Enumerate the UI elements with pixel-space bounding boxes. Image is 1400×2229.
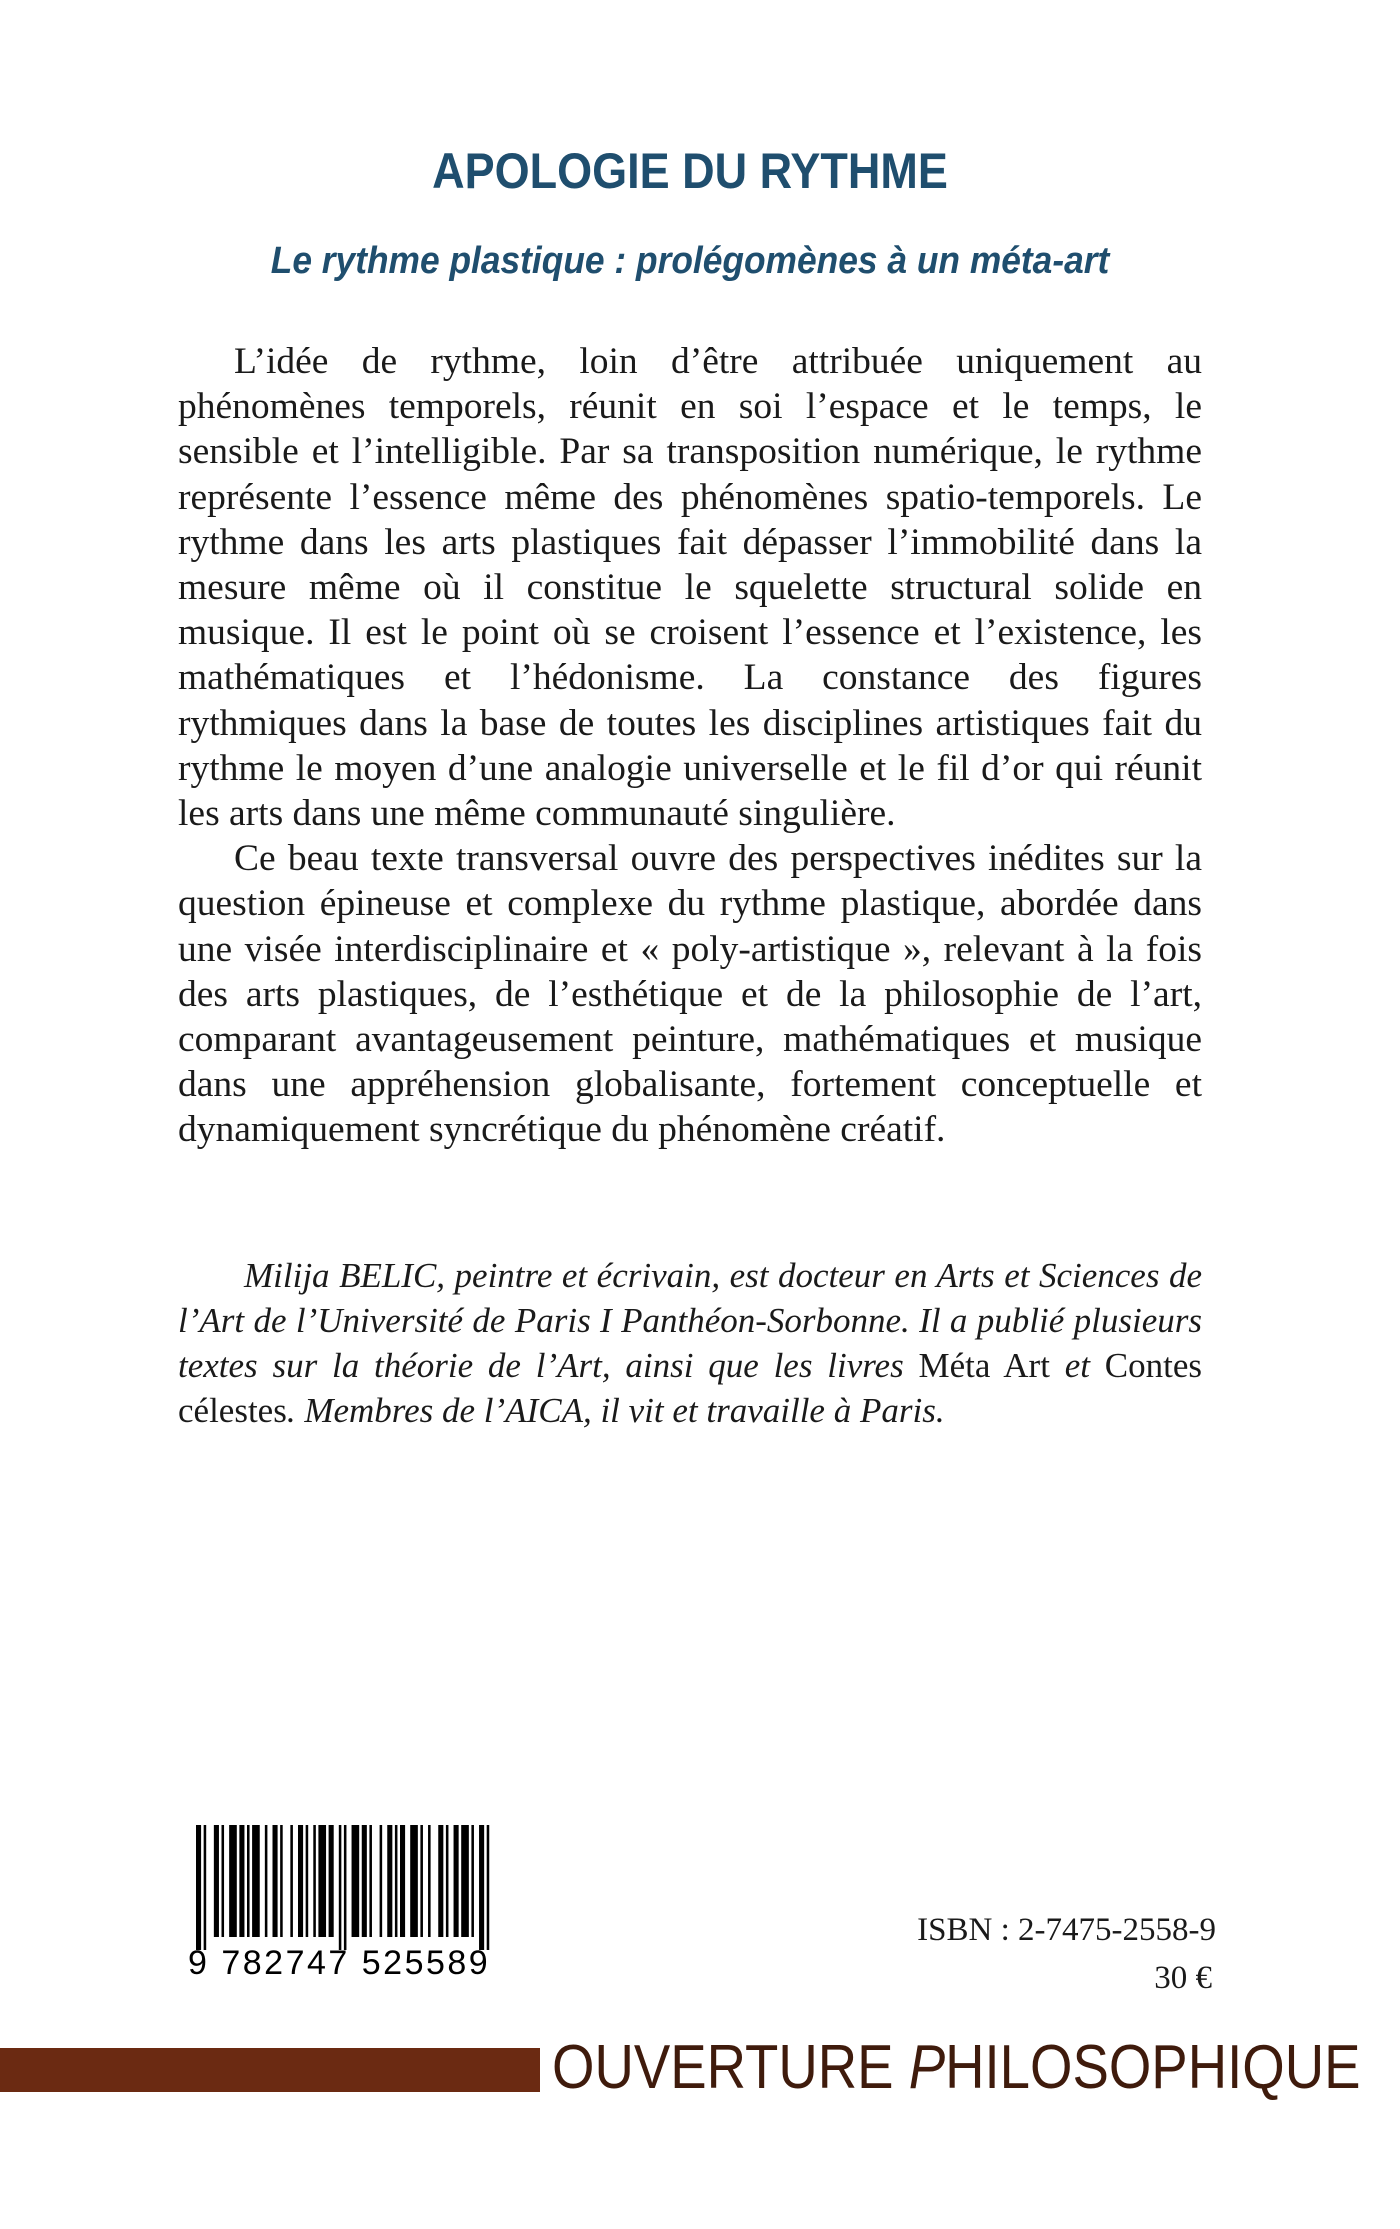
barcode-bar bbox=[461, 1825, 469, 1937]
barcode-bar bbox=[229, 1825, 237, 1937]
barcode bbox=[188, 1825, 558, 1995]
barcode-bar bbox=[400, 1825, 405, 1937]
barcode-bar bbox=[387, 1825, 392, 1937]
barcode-bars bbox=[188, 1825, 558, 1950]
barcode-number: 9 782747 525589 bbox=[188, 1944, 491, 1982]
barcode-bar bbox=[252, 1825, 260, 1937]
barcode-bar bbox=[369, 1825, 372, 1937]
barcode-bar bbox=[313, 1825, 316, 1937]
barcode-bar bbox=[479, 1825, 484, 1950]
price: 30 € bbox=[1154, 1960, 1212, 1996]
barcode-bar bbox=[420, 1825, 423, 1937]
author-bio-text: . Membres de l’AICA, il vit et travaille à Paris. bbox=[286, 1391, 945, 1430]
barcode-bar bbox=[487, 1825, 490, 1950]
barcode-bar bbox=[239, 1825, 244, 1937]
barcode-bar bbox=[352, 1825, 360, 1937]
barcode-bar bbox=[247, 1825, 250, 1937]
book-reference: Contes célestes bbox=[178, 1346, 1203, 1430]
barcode-bar bbox=[438, 1825, 443, 1937]
blurb-paragraph: Ce beau texte transversal ouvre des perspectives inédites sur la question épineuse et complexe du rythme plastique, abordée dans une visée interdisciplinaire et « poly-artistique », relevant à la fois des arts plastiques, de l’esthétique et de la philosophie de l’art, comparant avantageusement peinture, mathématiques et musique dans une appréhension globalisante, fortement conceptuelle et dynamiquement syncrétique du phénomène créatif. bbox=[178, 838, 1202, 1151]
author-bio bbox=[178, 1253, 1202, 1433]
series-name-part: OUVERTURE bbox=[552, 2033, 909, 2102]
barcode-bar bbox=[306, 1825, 309, 1937]
barcode-bar bbox=[329, 1825, 334, 1937]
series-name-part: P bbox=[908, 2033, 946, 2102]
barcode-bar bbox=[280, 1825, 283, 1937]
author-bio-text: Milija BELIC, peintre et écrivain, est docteur en Arts et Sciences de l’Art de l’Université de Paris I Panthéon-Sorbonne. Il a publié plusieurs textes sur la théorie de l’Art, ainsi que les livres bbox=[178, 1256, 1202, 1385]
barcode-bar bbox=[344, 1825, 347, 1950]
barcode-bar bbox=[428, 1825, 431, 1937]
barcode-bar bbox=[318, 1825, 326, 1937]
barcode-bar bbox=[362, 1825, 367, 1937]
barcode-bar bbox=[471, 1825, 474, 1937]
author-bio-text: et bbox=[1049, 1346, 1105, 1385]
blurb-paragraph: L’idée de rythme, loin d’être attribuée uniquement au phénomènes temporels, réunit en soi l’espace et le temps, le sensible et l’intelligible. Par sa transposition numérique, le rythme représente l’essence même des phénomènes spatio-temporels. Le rythme dans les arts plastiques fait dépasser l’immobilité dans la mesure même où il constitue le squelette structural solide en musique. Il est le point où se croisent l’essence et l’existence, les mathématiques et l’hédonisme. La constance des figures rythmiques dans la base de toutes les disciplines artistiques fait du rythme le moyen d’une analogie universelle et le fil d’or qui réunit les arts dans une même communauté singulière. bbox=[178, 341, 1202, 835]
barcode-bar bbox=[290, 1825, 293, 1937]
barcode-bar bbox=[204, 1825, 207, 1950]
barcode-bar bbox=[410, 1825, 418, 1937]
barcode-bar bbox=[222, 1825, 225, 1937]
series-name-part: HILOSOPHIQUE bbox=[945, 2033, 1361, 2102]
isbn: ISBN : 2-7475-2558-9 bbox=[917, 1912, 1216, 1948]
series-bar bbox=[0, 2048, 540, 2092]
barcode-bar bbox=[265, 1825, 268, 1937]
barcode-bar bbox=[196, 1825, 201, 1950]
barcode-bar bbox=[454, 1825, 459, 1937]
book-reference: Méta Art bbox=[918, 1346, 1050, 1385]
barcode-bar bbox=[298, 1825, 303, 1937]
series-name bbox=[552, 2032, 1360, 2103]
book-title: APOLOGIE DU RYTHME bbox=[432, 143, 948, 199]
barcode-bar bbox=[380, 1825, 383, 1937]
barcode-bar bbox=[395, 1825, 398, 1937]
barcode-bar bbox=[339, 1825, 342, 1950]
barcode-bar bbox=[214, 1825, 219, 1937]
barcode-bar bbox=[446, 1825, 449, 1937]
barcode-bar bbox=[273, 1825, 278, 1937]
book-subtitle: Le rythme plastique : prolégomènes à un méta-art bbox=[270, 240, 1110, 282]
blurb bbox=[178, 339, 1202, 1153]
